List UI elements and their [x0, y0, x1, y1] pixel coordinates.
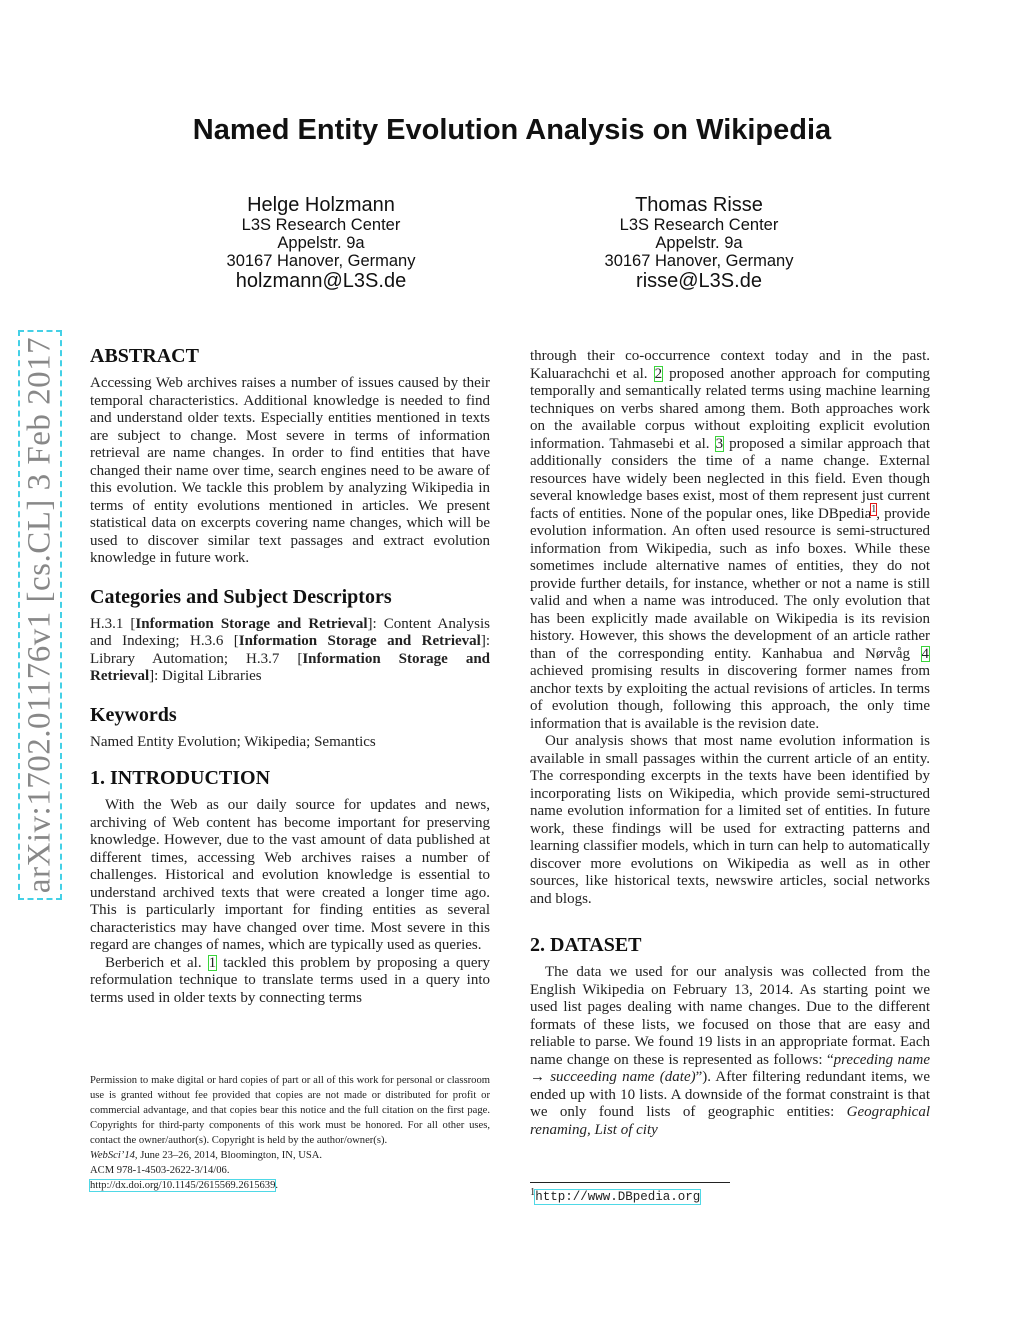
author-city: 30167 Hanover, Germany: [604, 252, 794, 270]
keywords-text: Named Entity Evolution; Wikipedia; Semantics: [90, 733, 376, 750]
dbpedia-footnote: $^1$http://www.DBpedia.org: [530, 1182, 730, 1204]
categories-heading: Categories and Subject Descriptors: [90, 585, 392, 608]
intro-paragraph: through their co-occurrence context today and in the past. Kaluarachchi et al. 2 proposed another approach for computing temporally and semantically related terms using machine learning techniques on verbs shared among them. Both approaches work on the available corpus without exploiting explicit evolution information. Tahmasebi et al. 3 proposed a similar approach that additionally considers the time of a name change. External resources have widely been neglected in this field. Even though several knowledge bases exist, most of them represent just current facts of entities. None of the popular ones, like DBpedia$^1$, provide evolution information. An often used resource is semi-structured information from Wikipedia, such as info boxes. While these sometimes include alternative names of entities, they do not provide further details, for instance, whether or not a name is still valid and when a name was introduced. The only evolution that has been explicitly made available on Wikipedia is its revision history. However, this shows the development of an article rather than of the corresponding entity. Kanhabua and Nørvåg 4 achieved promising results in discovering former names from anchor texts by exploiting the actual revisions of articles. In terms of evolution though, following this approach, the only time information that is available is the revision date.: [530, 348, 931, 732]
arxiv-stamp: arXiv:1702.01176v1 [cs.CL] 3 Feb 2017: [18, 330, 62, 900]
citation-link[interactable]: 1: [208, 954, 217, 971]
citation-link[interactable]: 4: [921, 645, 929, 662]
author-affiliation: L3S Research Center: [241, 216, 401, 234]
dataset-heading: 2. DATASET: [530, 934, 642, 956]
author-email: risse@L3S.de: [636, 270, 762, 292]
intro-paragraph: Our analysis shows that most name evolution information is available in small passages within the current article of an entity. The corresponding excerpts in the texts have been identified by incorporating lists on Wikipedia, which provide semi-structured name evolution information for a limited set of entities. In future work, these findings will be used for extracting patterns and learning classifier models, which in turn can help to automatically discover more evolutions on Wikipedia as well as in other sources, like historical texts, newswire articles, social networks and blogs.: [530, 733, 930, 907]
introduction-heading: 1. INTRODUCTION: [90, 767, 271, 789]
citation-link[interactable]: 3: [715, 435, 724, 452]
author-name: Thomas Risse: [635, 194, 763, 216]
author-email: holzmann@L3S.de: [235, 270, 407, 292]
dataset-paragraph: The data we used for our analysis was collected from the English Wikipedia on February 13, 2014. As starting point we used list pages dealing with name changes. Due to the different formats of these lists, we focused on those that are easy and reliable to parse. We found 19 lists in an appropriate format. Each name change on these is represented as follows: “preceding name → succeeding name (date)”). After filtering redundant items, we ended up with 10 lists. A downside of the format constraint is that we only found lists of geographic entities: Geographical renaming, List of city: [530, 964, 930, 1138]
intro-paragraph: With the Web as our daily source for updates and news, archiving of Web content has become important for preserving knowledge. However, due to the vast amount of data published at different times, accessing Web archives raises a number of challenges. Historical and evolution knowledge is essential to understand archived texts that were created a longer time ago. This is particularly important for finding entities as several characteristics may have changed over time. Most severe in this regard are changes of names, which are typically used as queries.: [90, 797, 490, 953]
abstract-text: Accessing Web archives raises a number of issues caused by their temporal characteristics. Additional knowledge is needed to find and understand older texts. Especially entities mentioned in texts are subject to change. Most severe in terms of information retrieval are name changes. In order to find entities that have changed their name over time, search engines need to be aware of this evolution. We tackle this problem by analyzing Wikipedia in terms of entity evolutions mentioned in articles. We present statistical data on excerpts covering name changes, which will be used to discover similar text passages and extract evolution knowledge in future work.: [90, 375, 490, 566]
author-street: Appelstr. 9a: [655, 234, 743, 252]
abstract-heading: ABSTRACT: [90, 345, 199, 367]
dbpedia-link[interactable]: http://www.DBpedia.org: [535, 1190, 701, 1205]
acm-text: ACM 978-1-4503-2622-3/14/06.: [90, 1165, 230, 1176]
footnote-link[interactable]: 1: [871, 503, 877, 515]
author-name: Helge Holzmann: [247, 194, 395, 216]
right-column: [530, 348, 930, 1139]
keywords-heading: Keywords: [90, 703, 177, 726]
author-city: 30167 Hanover, Germany: [226, 252, 416, 270]
left-column: [90, 345, 490, 1007]
citation-link[interactable]: 2: [654, 365, 663, 382]
doi-link[interactable]: http://dx.doi.org/10.1145/2615569.2615639: [90, 1180, 276, 1191]
permission-text: Permission to make digital or hard copies of part or all of this work for personal or classroom use is granted without fee provided that copies are not made or distributed for profit or commercial advantage, and that copies bear this notice and the full citation on the first page. Copyrights for third-party components of this work must be honored. For all other uses, contact the owner/author(s). Copyright is held by the author/owner(s).: [90, 1075, 490, 1146]
author-block: [549, 194, 849, 292]
author-affiliation: L3S Research Center: [619, 216, 779, 234]
intro-paragraph: Berberich et al. 1 tackled this problem by proposing a query reformulation technique to translate terms used in a query into terms used in older texts by connecting terms: [90, 954, 490, 1006]
venue-text: WebSci’14, June 23–26, 2014, Bloomington, IN, USA.: [90, 1150, 323, 1161]
categories-text: H.3.1 [Information Storage and Retrieval]: Content Analysis and Indexing; H.3.6 [Information Storage and Retrieval]: Library Automation; H.3.7 [Information Storage and Retrieval]: Digital Libraries: [90, 615, 491, 684]
paper-title: Named Entity Evolution Analysis on Wikipedia: [192, 114, 832, 146]
author-block: [171, 194, 471, 292]
author-street: Appelstr. 9a: [277, 234, 365, 252]
permission-footnote: Permission to make digital or hard copies of part or all of this work for personal or classroom use is granted without fee provided that copies are not made or distributed for profit or commercial advantage, and that copies bear this notice and the full citation on the first page. Copyrights for third-party components of this work must be honored. For all other uses, contact the owner/author(s). Copyright is held by the author/owner(s). WebSci’14, June 23–26, 2014, Bloomington, IN, USA. ACM 978-1-4503-2622-3/14/06. http://dx.doi.org/10.1145/2615569.2615639.: [90, 1075, 490, 1191]
